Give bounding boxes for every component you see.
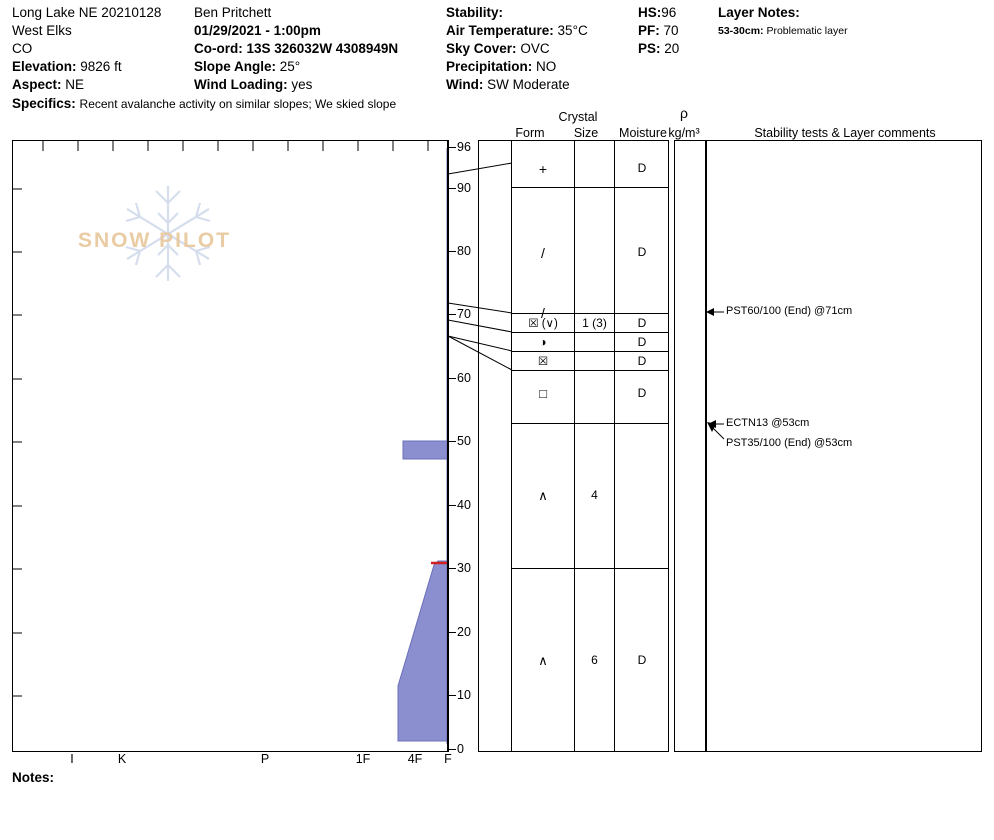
hardness-label-1f: 1F [355,752,371,766]
specifics-label: Specifics: [12,96,76,111]
header-column-layer-notes [718,4,994,40]
elevation-row [12,58,192,76]
precipitation-value: NO [536,59,557,74]
grain-size-cell: 6 [591,653,598,667]
axis-tick-label-80: 80 [457,244,471,258]
layer-boundary-69 [512,332,669,333]
stability-tests-title: Stability tests & Layer comments [754,126,936,140]
pf-value: 70 [663,23,679,38]
wind-loading-row [194,76,444,94]
axis-tick [449,378,456,379]
moisture-cell: D [637,161,647,175]
hardness-label-f: F [444,752,452,766]
rho-title: ρ [680,105,688,121]
grain-form-cell: ☒ (∨) [528,318,558,330]
grain-form-cell: ∧ [538,653,548,668]
hardness-label-k: K [117,752,127,766]
moisture-cell: D [637,386,647,400]
sky-cover-label: Sky Cover: [446,41,517,56]
grain-form-cell: + [538,161,548,177]
axis-tick-label-20: 20 [457,625,471,639]
aspect-value: NE [65,77,85,92]
stability-test-label: ECTN13 @53cm [726,417,810,429]
observer-name: Ben Pritchett [194,5,272,20]
stability-label: Stability: [446,5,504,20]
hs-value: 96 [661,5,677,20]
slope-angle-row [194,58,444,76]
hardness-scale-labels [12,752,462,770]
coordinates-row [194,40,444,58]
hs-row [638,4,718,22]
grain-size-cell: 4 [591,488,598,502]
moisture-cell: D [637,354,647,368]
layer-notes-label: Layer Notes: [718,5,800,20]
density-box [674,140,706,752]
grain-size-cell: 1 (3) [582,316,607,330]
hardness-label-i: I [70,752,74,766]
stability-test-label: PST60/100 (End) @71cm [726,305,853,317]
slope-angle-value: 25° [279,59,301,74]
axis-tick-label-40: 40 [457,498,471,512]
depth-axis [448,140,478,756]
axis-tick [449,441,456,442]
grain-form-cell: ☒ [537,356,549,368]
coordinates-label: Co-ord: [194,41,243,56]
grid-column-titles [0,106,994,138]
specifics-value: Recent avalanche activity on similar slopes; We skied slope [79,97,397,111]
axis-tick-label-60: 60 [457,371,471,385]
precipitation-row [446,58,636,76]
wind-value: SW Moderate [487,77,570,92]
pf-label: PF: [638,23,660,38]
wind-loading-value: yes [291,77,313,92]
site-name: Long Lake NE 20210128 [12,5,162,20]
axis-tick [449,505,456,506]
layer-boundary-67 [512,351,669,352]
grain-form-cell: □ [539,386,547,401]
elevation-label: Elevation: [12,59,77,74]
axis-tick-label-90: 90 [457,181,471,195]
wind-label: Wind: [446,77,484,92]
datetime-value: 01/29/2021 - 1:00pm [194,23,321,38]
air-temperature-row [446,22,636,40]
air-temperature-value: 35°C [557,23,588,38]
sky-cover-row [446,40,636,58]
axis-tick-label-70: 70 [457,307,471,321]
precipitation-label: Precipitation: [446,59,533,74]
layer-boundary-88 [512,187,669,188]
grain-form-cell: / [541,305,545,321]
moisture-title: Moisture [619,126,667,140]
layer-data-grid [478,140,982,752]
axis-tick [449,568,456,569]
layer-note-1-depth: 53-30cm: [718,25,764,37]
form-title: Form [515,126,545,140]
wind-row [446,76,636,94]
layer-boundary-30 [512,568,669,569]
size-title: Size [573,126,599,140]
hardness-label-4f: 4F [407,752,423,766]
density-units-title: kg/m³ [668,126,700,140]
layer-note-1 [718,22,994,40]
wind-loading-label: Wind Loading: [194,77,288,92]
grain-form-cell: ∧ [538,488,548,503]
axis-tick [449,188,456,189]
sky-cover-value: OVC [520,41,550,56]
header-column-observer [194,4,444,94]
hs-label: HS: [638,5,662,20]
axis-tick-label-10: 10 [457,688,471,702]
layer-note-1-text: Problematic layer [766,25,848,37]
moisture-cell: D [637,316,647,330]
air-temperature-label: Air Temperature: [446,23,554,38]
hardness-area-series [13,141,447,751]
axis-tick-label-30: 30 [457,561,471,575]
axis-tick [449,632,456,633]
coordinates-value: 13S 326032W 4308949N [246,41,399,56]
layer-boundary-53 [512,423,669,424]
stability-row [446,4,636,22]
crystal-title: Crystal [558,110,598,124]
grain-form-cell: / [541,245,545,261]
mountain-range: West Elks [12,23,72,38]
hardness-profile-plot [12,140,448,752]
observation-datetime [194,22,444,40]
notes-label: Notes: [12,770,55,785]
slope-angle-label: Slope Angle: [194,59,277,74]
moisture-cell: D [637,245,647,259]
axis-tick [449,695,456,696]
ps-value: 20 [664,41,680,56]
snowpilot-wordmark: SNOW PILOT [78,229,231,252]
aspect-row [12,76,192,94]
axis-tick [449,251,456,252]
elevation-value: 9826 ft [80,59,122,74]
ps-row [638,40,718,58]
header-column-weather [446,4,636,94]
stability-test-label: PST35/100 (End) @53cm [726,437,853,449]
pf-row [638,22,718,40]
state: CO [12,41,33,56]
header-column-site [12,4,192,94]
ps-label: PS: [638,41,661,56]
aspect-label: Aspect: [12,77,62,92]
header-column-summary [638,4,718,58]
moisture-cell: D [637,335,647,349]
axis-tick [449,749,456,750]
axis-tick [449,314,456,315]
axis-tick-label-50: 50 [457,434,471,448]
axis-tick-label-96: 96 [457,140,471,154]
hardness-label-p: P [260,752,270,766]
layer-boundary-64 [512,370,669,371]
pit-header [12,4,982,114]
axis-tick [449,147,456,148]
axis-tick-label-0: 0 [457,742,464,756]
grain-form-cell: ◑ [539,335,547,349]
moisture-cell: D [637,653,647,667]
